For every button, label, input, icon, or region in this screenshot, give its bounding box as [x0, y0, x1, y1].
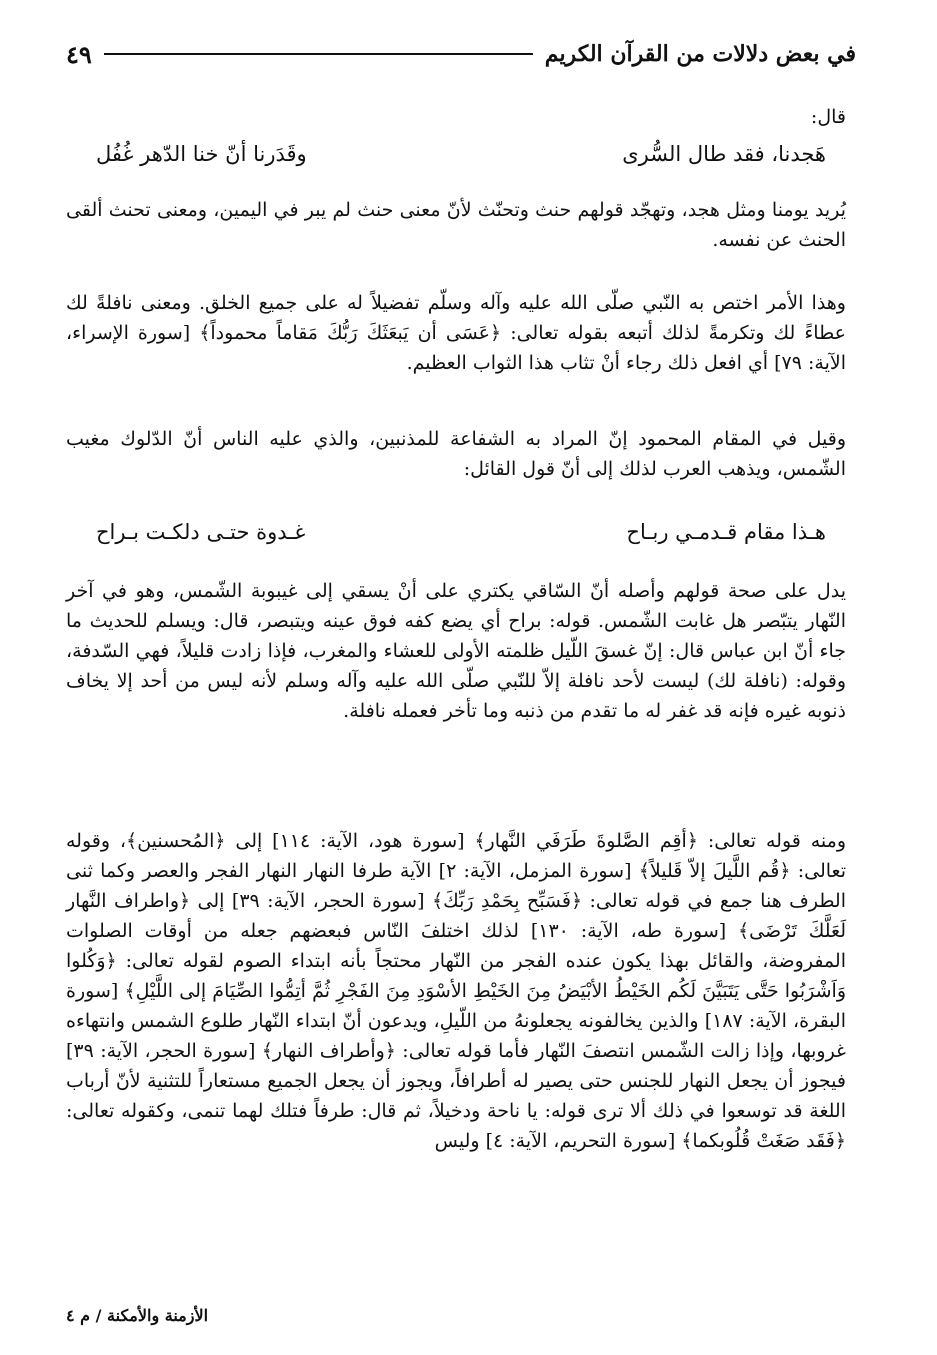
paragraph-1-text: يُريد يومنا ومثل هجد، وتهجّد قولهم حنث وتحنّث لأنّ معنى حنث لم يبر في اليمين، ومعنى تحنث ألقى الحنث عن نفسه. [66, 199, 846, 251]
paragraph-5-text: ومنه قوله تعالى: ﴿أقِم الصَّلوةَ طَرَفَي النَّهار﴾ [سورة هود، الآية: ١١٤] إلى ﴿المُحسنين﴾، وقوله تعالى: ﴿قُم اللَّيلَ إلاّ قَليلاً﴾ [سورة المزمل، الآية: ٢] الآية طرفا النهار النهار الفجر والعصر وكما ثنى الطرف هنا جمع في قوله تعالى: ﴿فَسَبِّح بِحَمْدِ رَبِّكَ﴾ [سورة الحجر، الآية: ٣٩] إلى ﴿واطراف النَّهار لَعَلَّكَ تَرْضَى﴾ [سورة طه، الآية: ١٣٠] لذلك اختلفَ النّاس فبعضهم جعله من أوقات الصلوات المفروضة، والقائل بهذا يكون عنده الفجر من النّهار محتجاً بأنه ابتداء الصوم لقوله تعالى: ﴿وَكُلوا وَاَشْرَبُوا حَتَّى يَتَبَيَّنَ لَكُم الخَيْطُ الأبْيَضُ مِنَ الخَيْطِ الأسْوَدِ مِنَ الفَجْرِ ثُمَّ أتِمُّوا الصِّيَامَ إلى اللَّيْلِ﴾ [سورة البقرة، الآية: ١٨٧] والذين يخالفونه يجعلونهُ من اللّيلِ، ويدعون أنّ ابتداء النّهار طلوع الشمس وانتهاءه غروبها، وإذا زالت الشّمس انتصفَ النّهار فأما قوله تعالى: ﴿وأطراف النهار﴾ [سورة الحجر، الآية: ٣٩] فيجوز أن يجعل النهار للجنس حتى يصير له أطرافاً، ويجوز أن يجعل الجميع مستعاراً للتثنية لأنّ أرباب اللغة قد توسعوا في ذلك ألا ترى قوله: يا ناحة ودخيلاً، ثم قال: طرفاً فتلك لهما تنمى، وكقوله تعالى: ﴿فَقَد صَغَتْ قُلُوبكما﴾ [سورة التحريم، الآية: ٤] وليس [66, 830, 846, 1152]
paragraph-2-text: وهذا الأمر اختص به النّبي صلّى الله عليه وآله وسلّم تفضيلاً له على جميع الخلق. ومعنى نافلةً لك عطاءً لك وتكرمةً لذلك أتبعه بقوله تعالى: ﴿عَسَى أن يَبعَثَكَ رَبُّكَ مَقاماً محموداً﴾ [سورة الإسراء، الآية: ٧٩] أي افعل ذلك رجاء أنْ تثاب هذا الثواب العظيم. [66, 292, 846, 374]
verse-2-second-hemistich: غـدوة حتـى دلكـت بـراح [96, 520, 306, 544]
header-rule [104, 53, 533, 55]
verse-2-first-hemistich: هـذا مقام قـدمـي ربـاح [626, 520, 826, 544]
paragraph-2 [66, 288, 846, 378]
verse-1-first-hemistich: هَجدنا، فقد طال السُّرى [622, 142, 826, 166]
qala-text: قال: [810, 106, 846, 128]
poetry-verse-2 [96, 520, 826, 552]
qala-label-1 [66, 102, 846, 132]
paragraph-5 [66, 826, 846, 1156]
page-number: ٤٩ [66, 39, 92, 69]
paragraph-3-text: وقيل في المقام المحمود إنّ المراد به الشفاعة للمذنبين، والذي عليه الناس أنّ الدّلوك مغيب الشّمس، ويذهب العرب لذلك إلى أنّ قول القائل: [66, 428, 846, 480]
paragraph-1 [66, 195, 846, 255]
footer-signature: الأزمنة والأمكنة / م ٤ [66, 1306, 209, 1325]
verse-1-second-hemistich: وقَدَرنا أنّ خنا الدّهر غُفُل [96, 142, 307, 166]
poetry-verse-1 [96, 142, 826, 174]
paragraph-3 [66, 424, 846, 484]
paragraph-4-text: يدل على صحة قولهم وأصله أنّ السّاقي يكتري على أنْ يسقي إلى غيبوبة الشّمس، وهو في آخر النّهار يتبّصر هل غابت الشّمس. قوله: براح أي يضع كفه فوق عينه ويتبصر، قال: ويسلم للحديث ما جاء أنّ ابن عباس قال: إنّ غسقَ اللّيل ظلمته الأولى للعشاء والمغرب، فإذا زادت قليلاً، فهي السّدفة، وقوله: (نافلة لك) ليست لأحد نافلة إلاّ للنّبي صلّى الله عليه وآله وسلم لأنه ليس من أحد إلا يخاف ذنوبه غيره فإنه قد غفر له ما تقدم من ذنبه وما تأخر فعمله نافلة. [66, 580, 846, 722]
page-header [66, 34, 856, 74]
running-title: في بعض دلالات من القرآن الكريم [544, 41, 856, 67]
paragraph-4 [66, 576, 846, 726]
